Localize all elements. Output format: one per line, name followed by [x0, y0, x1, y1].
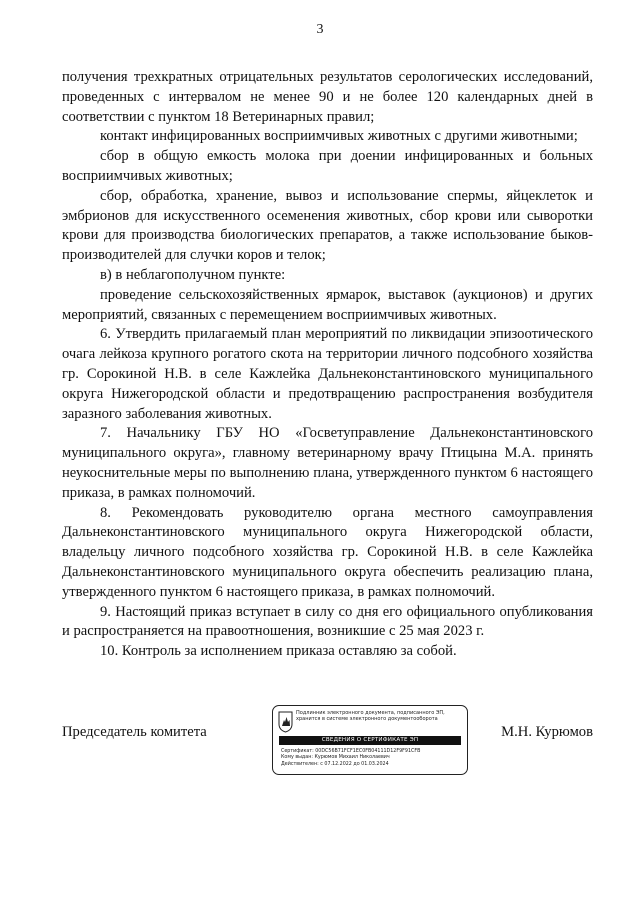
paragraph: проведение сельскохозяйственных ярмарок, выставок (аукционов) и других мероприятий, связанных с перемещением восприимчивых животных.: [62, 286, 593, 323]
electronic-signature-stamp: [272, 705, 468, 775]
paragraph: в) в неблагополучном пункте:: [100, 266, 286, 283]
certificate-number: Сертификат: 00DC56B71FCF1EC0FB04111D12F9F91CFB: [281, 749, 421, 754]
paragraph: 7. Начальнику ГБУ НО «Госветуправление Дальнеконстантиновского муниципального округа», главному ветеринарному врачу Птицына М.А. принять неукоснительные меры по выполнению плана, утвержденного пунктом 6 настоящего приказа, в рамках полномочий.: [62, 425, 593, 501]
document-body: [62, 68, 593, 662]
paragraph: 10. Контроль за исполнением приказа оставляю за собой.: [100, 643, 457, 660]
paragraph: 9. Настоящий приказ вступает в силу со дня его официального опубликования и распространяется на правоотношения, возникшие с 25 мая 2023 г.: [62, 603, 593, 640]
stamp-header: [296, 710, 464, 722]
paragraph: сбор в общую емкость молока при доении инфицированных и больных восприимчивых животных;: [62, 148, 593, 184]
paragraph: получения трехкратных отрицательных результатов серологических исследований, проведенных с интервалом не менее 90 и не более 120 календарных дней в соответствии с пунктом 18 Ветеринарных правил;: [62, 69, 593, 125]
certificate-validity: Действителен: с 07.12.2022 до 01.03.2024: [281, 761, 389, 767]
page-number: 3: [316, 22, 324, 37]
paragraph: сбор, обработка, хранение, вывоз и использование спермы, яйцеклеток и эмбрионов для искусственного осеменения животных, сбор крови или сыворотки крови для производства биологических препаратов, а также использование быков-производителей для случки коров и телок;: [62, 187, 593, 264]
stamp-header-line: хранится в системе электронного документооборота: [296, 716, 438, 723]
paragraph: 8. Рекомендовать руководителю органа местного самоуправления Дальнеконстантиновского муниципального округа Нижегородской области, владельцу личного подсобного хозяйства гр. Сорокиной Н.В. в селе Кажлейка Дальнеконстантиновского муниципального округа обеспечить реализацию плана, утвержденного пунктом 6 настоящего приказа, в рамках полномочий.: [62, 504, 593, 600]
certificate-owner: Кому выдан: Курюмов Михаил Николаевич: [281, 755, 390, 761]
signer-name: М.Н. Курюмов: [501, 724, 593, 740]
paragraph: 6. Утвердить прилагаемый план мероприятий по ликвидации эпизоотического очага лейкоза крупного рогатого скота на территории личного подсобного хозяйства гр. Сорокиной Н.В. в селе Кажлейка Дальнеконстантиновского муниципального округа Нижегородской области и предотвращению распространения возбудителя заразного заболевания животных.: [62, 326, 593, 422]
stamp-header-line: Подлинник электронного документа, подписанного ЭП,: [296, 710, 445, 716]
signer-title: Председатель комитета: [62, 724, 207, 740]
stamp-banner: СВЕДЕНИЯ О СЕРТИФИКАТЕ ЭП: [279, 736, 461, 745]
stamp-details: [281, 749, 463, 768]
paragraph: контакт инфицированных восприимчивых животных с другими животными;: [100, 128, 578, 145]
signature-block: [62, 705, 593, 775]
coat-of-arms-icon: [278, 711, 293, 733]
